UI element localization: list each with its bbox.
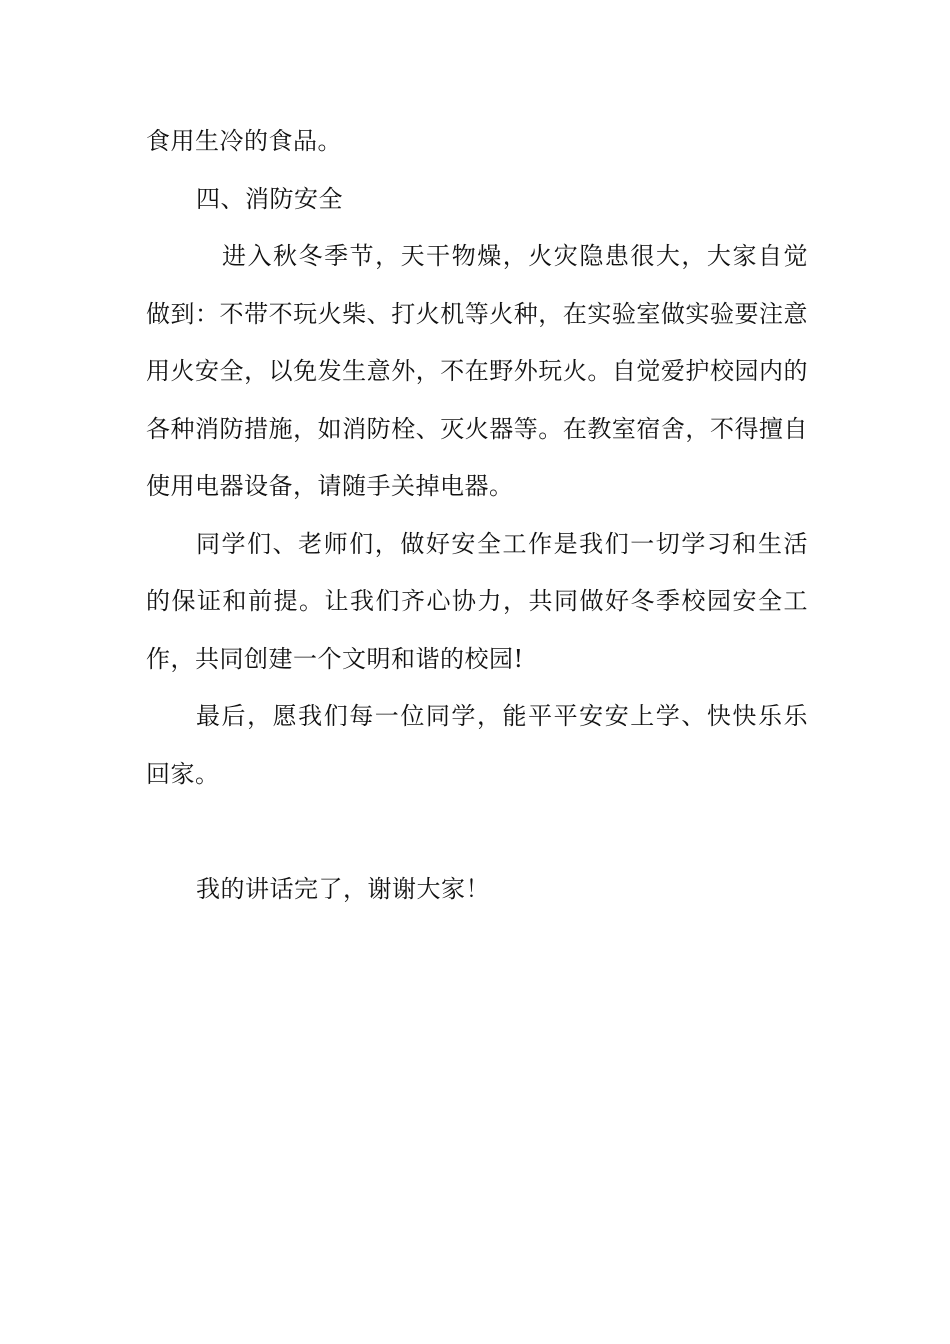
section-heading-fire-safety: 四、消防安全 [196,184,343,213]
paragraph-food-ending: 食用生冷的食品。 [146,127,342,155]
paragraph-fire-safety: 进入秋冬季节，天干物燥，火灾隐患很大，大家自觉做到：不带不玩火柴、打火机等火种，在实验室做实验要注意用火安全，以免发生意外，不在野外玩火。自觉爱护校园内的各种消防措施，如消防栓、灭火器等。在教室宿舍，不得擅自使用电器设备，请随手关掉电器。 [146,242,808,500]
paragraph-thanks: 我的讲话完了，谢谢大家！ [196,874,490,903]
paragraph-closing-wish: 最后，愿我们每一位同学，能平平安安上学、快快乐乐回家。 [146,702,808,788]
document-body [146,113,808,918]
blank-line [146,803,808,861]
paragraph-safety-work: 同学们、老师们，做好安全工作是我们一切学习和生活的保证和前提。让我们齐心协力，共同做好冬季校园安全工作，共同创建一个文明和谐的校园! [146,529,808,673]
